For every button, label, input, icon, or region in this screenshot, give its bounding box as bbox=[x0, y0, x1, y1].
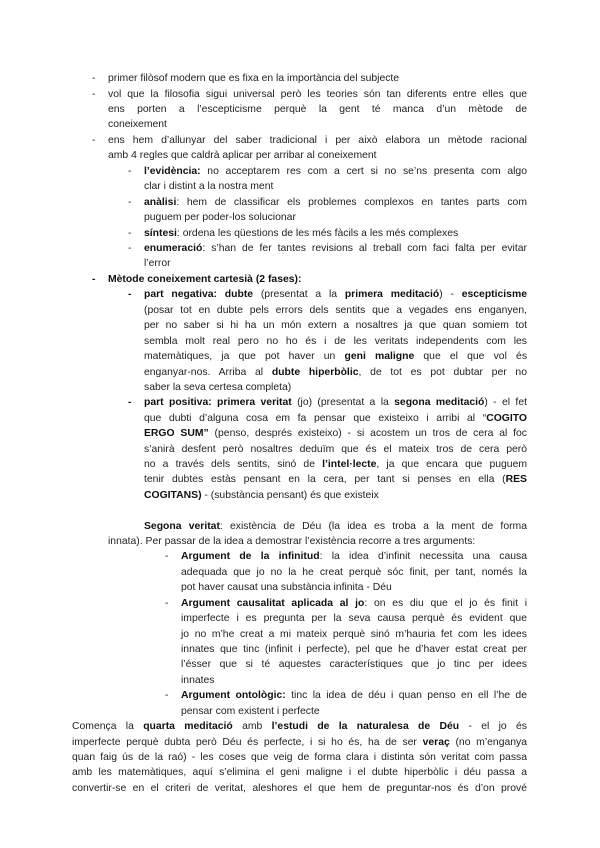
bold-text: primera meditació bbox=[344, 289, 440, 300]
text-run: s’anirà desfent però nosaltres deduïm que és el mateix tros de cera però bbox=[144, 444, 527, 455]
text-run: imperfecte i es pregunta per la seva causa perquè és evident que bbox=[181, 613, 527, 624]
bold-text: Argument ontològic: bbox=[181, 690, 286, 701]
text-line bbox=[144, 256, 171, 272]
text-line bbox=[144, 303, 527, 319]
text-line bbox=[72, 719, 527, 735]
text-run: : s’han de fer tantes revisions al treball com faci falta per evitar bbox=[202, 243, 527, 254]
text-run: per no saber si hi ha un món extern a nosaltres ja que quan somiem tot bbox=[144, 320, 527, 331]
bullet-dash: - bbox=[128, 228, 132, 239]
text-line bbox=[144, 164, 527, 180]
text-line bbox=[144, 349, 527, 365]
bold-text: Mètode coneixement cartesià (2 fases): bbox=[108, 274, 302, 285]
text-run: tinc la idea de déu i quan penso en ell l’he de bbox=[285, 690, 527, 701]
bold-text: COGITANS) bbox=[144, 490, 202, 501]
bullet-dash: - bbox=[128, 397, 132, 408]
text-line bbox=[108, 71, 399, 87]
text-run: adequada que jo no la he creat perquè sóc finit, per tant, només la bbox=[181, 567, 527, 578]
text-line bbox=[144, 287, 527, 303]
text-line bbox=[108, 117, 167, 133]
text-run: pot haver causat una substància infinita - Déu bbox=[181, 582, 392, 593]
text-line bbox=[181, 657, 527, 673]
bold-text: l’estudi de la naturalesa de Déu bbox=[271, 721, 460, 732]
text-line bbox=[181, 611, 527, 627]
bold-text: dubte hiperbòlic bbox=[271, 367, 359, 378]
text-line bbox=[108, 148, 377, 164]
text-line bbox=[144, 318, 527, 334]
bold-text: quarta meditació bbox=[143, 721, 233, 732]
text-run: puguem per poder-los solucionar bbox=[144, 212, 296, 223]
bullet-dash: - bbox=[128, 166, 132, 177]
text-run: amb 4 regles que caldrà aplicar per arribar al coneixement bbox=[108, 150, 377, 161]
text-line bbox=[181, 549, 527, 565]
text-line bbox=[72, 765, 527, 781]
text-line bbox=[108, 534, 475, 550]
text-run: (jo) (presentat a la bbox=[291, 397, 395, 408]
bullet-dash: - bbox=[165, 690, 169, 701]
bold-text: part negativa: dubte bbox=[144, 289, 254, 300]
text-run: no acceptarem res com a cert si no se’ns presenta com algo bbox=[200, 166, 527, 177]
text-run: innata). Per passar de la idea a demostrar l’existència recorre a tres arguments: bbox=[108, 536, 476, 547]
text-line bbox=[144, 210, 296, 226]
text-run: ) - bbox=[439, 289, 462, 300]
text-line bbox=[108, 133, 527, 149]
text-run: - (substància pensant) és que existeix bbox=[201, 490, 379, 501]
text-run: matemàtiques, ja que pot haver un bbox=[144, 351, 345, 362]
bullet-dash: - bbox=[165, 598, 169, 609]
bold-text: part positiva: primera veritat bbox=[144, 397, 292, 408]
text-run: , de tot es pot dubtar per no bbox=[358, 367, 527, 378]
bullet-dash: - bbox=[92, 89, 96, 100]
text-run: : la idea d’infinit necessita una causa bbox=[319, 551, 527, 562]
bold-text: segona meditació bbox=[394, 397, 485, 408]
text-line bbox=[181, 627, 527, 643]
text-run: jo no m’he creat a mi mateix perquè sinó m’hauria fet com les idees bbox=[181, 629, 527, 640]
text-line bbox=[181, 642, 527, 658]
text-run: vol que la filosofia sigui universal però les teories són tan diferents entre elles que bbox=[108, 89, 527, 100]
text-run: que dubti d’alguna cosa em fa pensar que existeixo i arribi al “ bbox=[144, 413, 487, 424]
text-run: imperfecte perquè dubta però Déu és perfecte, i si ho és, ha de ser bbox=[72, 737, 423, 748]
text-run: ) - el fet bbox=[484, 397, 527, 408]
bullet-dash: - bbox=[92, 274, 96, 285]
bold-text: Argument de la infinitud bbox=[181, 551, 320, 562]
text-run: amb les matemàtiques, aquí s’elimina el geni maligne i el dubte hiperbòlic i déu passa a bbox=[72, 767, 527, 778]
bold-text: anàlisi bbox=[144, 197, 177, 208]
text-run: - el jo és bbox=[459, 721, 527, 732]
text-line bbox=[144, 488, 379, 504]
bold-text: veraç bbox=[422, 737, 450, 748]
text-run: innates que tinc (infinit i perfecte), pel que he d’haver estat creat per bbox=[181, 644, 527, 655]
text-line bbox=[144, 519, 527, 535]
text-run: coneixement bbox=[108, 119, 167, 130]
text-run: (no m’enganya bbox=[449, 737, 527, 748]
text-line bbox=[144, 457, 527, 473]
bold-text: escepticisme bbox=[461, 289, 527, 300]
text-line bbox=[181, 565, 527, 581]
text-line bbox=[144, 226, 458, 242]
bullet-dash: - bbox=[165, 551, 169, 562]
bullet-dash: - bbox=[128, 243, 132, 254]
text-run: quan faig ús de la raó) - les coses que veig de forma clara i distinta són veritat com passa bbox=[72, 752, 527, 763]
text-run: pensar com existent i perfecte bbox=[181, 706, 320, 717]
text-run: sembla molt real pero no ho és i de les veritats independents com les bbox=[144, 336, 527, 347]
text-run: : on es diu que el jo és finit i bbox=[364, 598, 528, 609]
text-run: (penso, després existeixo) - si acostem un tros de cera al foc bbox=[208, 428, 527, 439]
text-line bbox=[181, 673, 215, 689]
text-line bbox=[144, 472, 527, 488]
text-run: convertir-se en el criteri de veritat, aleshores el que hem de preguntar-nos és d’on prové bbox=[72, 783, 527, 794]
text-run: ens hem d’allunyar del saber tradicional i per això elabora un mètode racional bbox=[108, 135, 527, 146]
text-run: l’ésser que si té aquestes característiques que jo tinc per idees bbox=[181, 659, 527, 670]
text-line bbox=[144, 365, 527, 381]
text-line bbox=[144, 179, 273, 195]
bullet-dash: - bbox=[92, 73, 96, 84]
text-line bbox=[144, 395, 527, 411]
text-line bbox=[144, 334, 527, 350]
section-heading bbox=[108, 272, 301, 288]
text-line bbox=[108, 87, 527, 103]
text-line bbox=[181, 580, 392, 596]
text-run: Comença la bbox=[72, 721, 144, 732]
text-line bbox=[72, 750, 527, 766]
text-run: ens porten a l’escepticisme perquè la gent té manca d’un mètode de bbox=[108, 104, 527, 115]
bullet-dash: - bbox=[128, 197, 132, 208]
bold-text: ERGO SUM” bbox=[144, 428, 209, 439]
text-line bbox=[144, 380, 291, 396]
bold-text: l’intel·lecte bbox=[322, 459, 377, 470]
text-run: primer filòsof modern que es fixa en la importància del subjecte bbox=[108, 73, 400, 84]
text-run: : existència de Déu (la idea es troba a la ment de forma bbox=[219, 521, 527, 532]
text-line bbox=[181, 688, 527, 704]
text-line bbox=[108, 102, 527, 118]
text-run: que el que vol és bbox=[414, 351, 528, 362]
text-line bbox=[181, 704, 320, 720]
text-line bbox=[144, 241, 527, 257]
text-run: amb bbox=[232, 721, 272, 732]
bold-text: Argument causalitat aplicada al jo bbox=[181, 598, 365, 609]
text-run: : hem de classificar els problemes complexos en tantes parts com bbox=[176, 197, 527, 208]
text-run: (posar tot en dubte pels errors dels sentits que a vegades ens enganyen, bbox=[144, 305, 527, 316]
text-run: enganyar-nos. Arriba al bbox=[144, 367, 272, 378]
text-run: innates bbox=[181, 675, 215, 686]
bold-text: RES bbox=[505, 474, 527, 485]
text-run: saber la seva certesa completa) bbox=[144, 382, 292, 393]
text-line bbox=[144, 411, 527, 427]
bold-text: enumeració bbox=[144, 243, 203, 254]
bold-text: l’evidència: bbox=[144, 166, 201, 177]
bold-text: Segona veritat bbox=[144, 521, 220, 532]
text-line bbox=[144, 426, 527, 442]
bullet-dash: - bbox=[92, 135, 96, 146]
bold-text: COGITO bbox=[486, 413, 527, 424]
bold-text: síntesi bbox=[144, 228, 177, 239]
text-run: no a través dels sentits, sinó de bbox=[144, 459, 323, 470]
text-run: (presentat a la bbox=[253, 289, 345, 300]
text-run: , ja que encara que puguem bbox=[376, 459, 528, 470]
bullet-dash: - bbox=[128, 289, 132, 300]
text-run: clar i distint a la nostra ment bbox=[144, 181, 274, 192]
text-run: l’error bbox=[144, 258, 171, 269]
text-run: tenir dubtes estàs pensant en la cera, per tant si penses en ella ( bbox=[144, 474, 506, 485]
text-line bbox=[72, 735, 527, 751]
text-line bbox=[72, 781, 527, 797]
text-line bbox=[181, 596, 527, 612]
text-line bbox=[144, 442, 527, 458]
text-line bbox=[144, 195, 527, 211]
text-run: : ordena les qüestions de les més fàcils a les més complexes bbox=[176, 228, 459, 239]
bold-text: geni maligne bbox=[344, 351, 415, 362]
